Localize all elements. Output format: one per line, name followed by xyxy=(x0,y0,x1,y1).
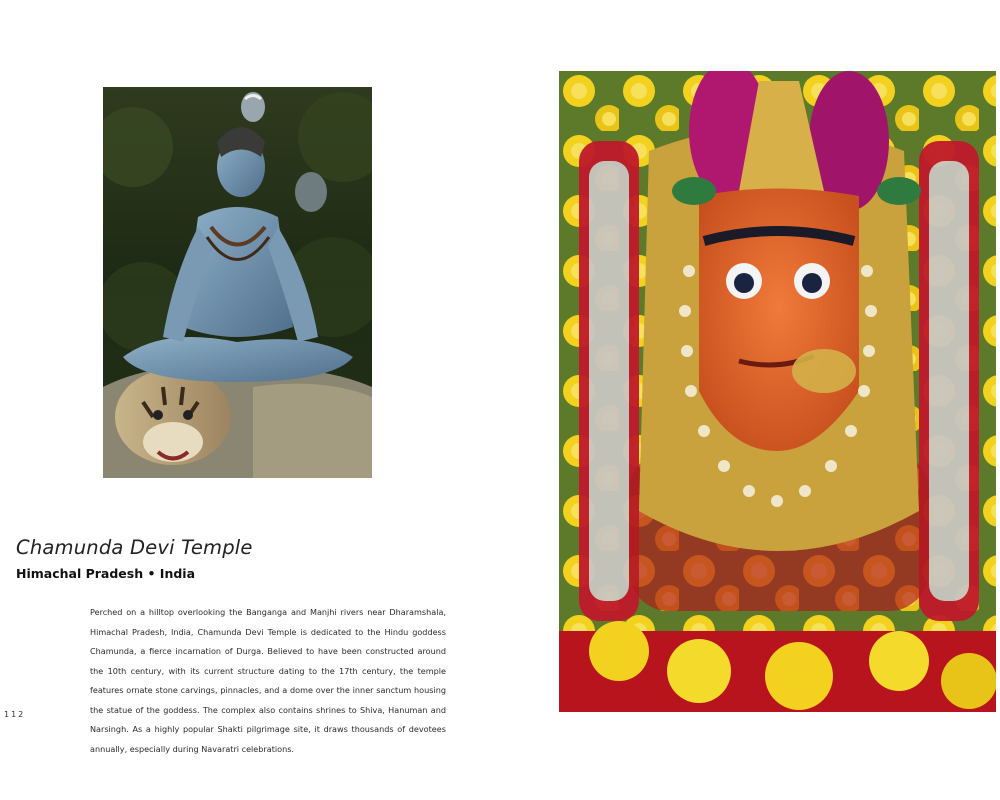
page-number: 112 xyxy=(4,710,26,719)
location-subtitle: Himachal Pradesh • India xyxy=(16,566,196,581)
chamunda-devi-idol-photo xyxy=(559,71,996,712)
shiva-statue-photo xyxy=(103,87,372,478)
shiva-statue-image xyxy=(103,87,372,478)
article-body: Perched on a hilltop overlooking the Banganga and Manjhi rivers near Dharamshala, Himachal Pradesh, India, Chamunda Devi Temple is dedicated to the Hindu goddess Chamunda, a fierce incarnation of Durga. Believed to have been constructed around the 10th century, with its current structure dating to the 17th century, the temple features ornate stone carvings, pinnacles, and a dome over the inner sanctum housing the statue of the goddess. The complex also contains shrines to Shiva, Hanuman and Narsingh. As a highly popular Shakti pilgrimage site, it draws thousands of devotees annually, especially during Navaratri celebrations. xyxy=(90,607,446,754)
chamunda-devi-idol-image xyxy=(559,71,996,712)
temple-title: Chamunda Devi Temple xyxy=(16,536,253,559)
